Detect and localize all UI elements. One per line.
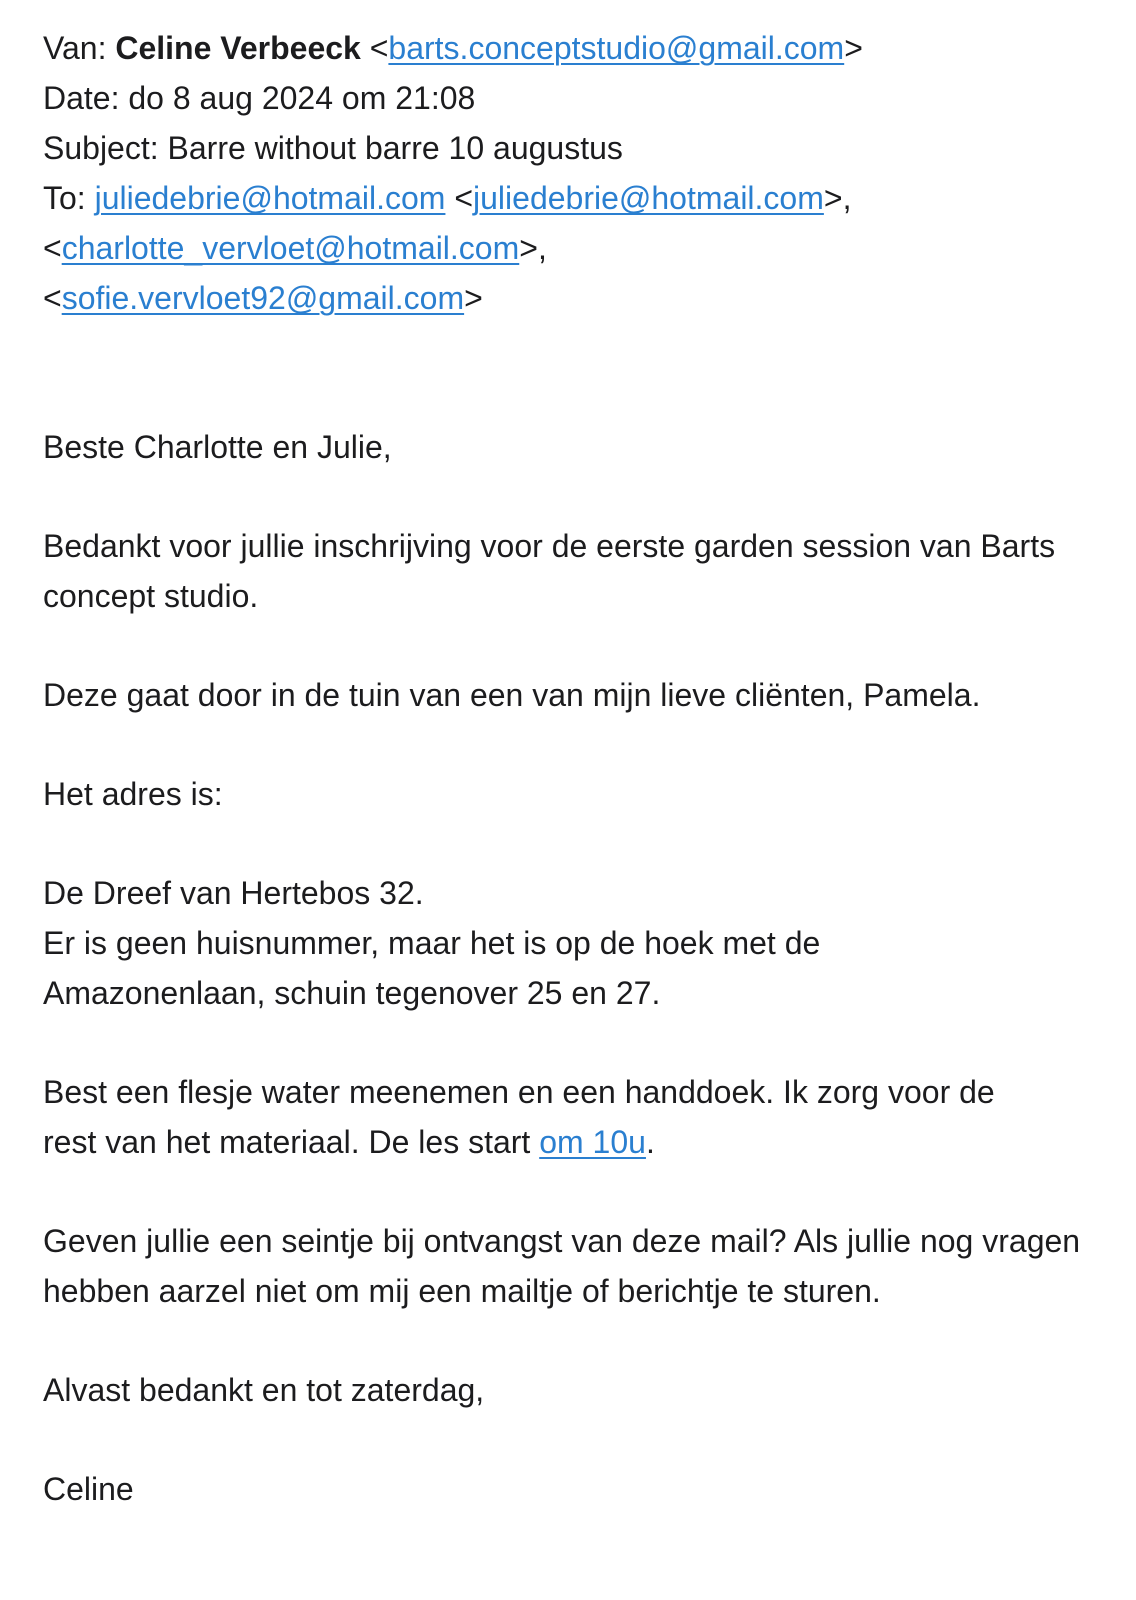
recipient-3-email-wrapper: <sofie.vervloet92@gmail.com> [43,280,483,316]
paragraph-location: Deze gaat door in de tuin van een van mijn lieve cliënten, Pamela. [43,677,981,713]
closing: Alvast bedankt en tot zaterdag, [43,1372,485,1408]
spacer [43,1018,1103,1067]
spacer [43,720,1103,769]
spacer [43,472,1103,521]
greeting: Beste Charlotte en Julie, [43,429,392,465]
date-label: Date: [43,80,120,116]
recipient-3-email-link[interactable]: sofie.vervloet92@gmail.com [61,280,465,316]
spacer [43,1415,1103,1464]
spacer [43,621,1103,670]
recipient-1-email-wrapper: <juliedebrie@hotmail.com>, [454,180,852,216]
subject-label: Subject: [43,130,159,166]
subject-line [43,123,1103,173]
recipient-1-name-link[interactable]: juliedebrie@hotmail.com [94,180,446,216]
date-value: do 8 aug 2024 om 21:08 [128,80,476,116]
bring-items-period: . [645,1124,655,1160]
address-details: Er is geen huisnummer, maar het is op de hoek met de Amazonenlaan, schuin tegenover 25 en 27. [43,925,821,1011]
address-street: De Dreef van Hertebos 32. [43,875,424,911]
spacer [43,1316,1103,1365]
bring-items-text: Best een flesje water meenemen en een handdoek. Ik zorg voor de rest van het materiaal. De les start [43,1074,995,1160]
to-line [43,173,1103,223]
to-line-3 [43,273,1103,323]
paragraph-confirmation: Geven jullie een seintje bij ontvangst van deze mail? Als jullie nog vragen hebben aarzel niet om mij een mailtje of berichtje te sturen. [43,1223,1081,1309]
spacer [43,1167,1103,1216]
sender-email-wrapper: <barts.conceptstudio@gmail.com> [369,30,863,66]
to-line-2 [43,223,1103,273]
recipient-2-email-link[interactable]: charlotte_vervloet@hotmail.com [61,230,520,266]
subject-value: Barre without barre 10 augustus [167,130,623,166]
signature: Celine [43,1471,134,1507]
paragraph-bring-items [43,1067,1053,1167]
time-link[interactable]: om 10u [539,1124,646,1160]
spacer [43,819,1103,868]
sender-name: Celine Verbeeck [115,30,361,66]
to-label: To: [43,180,86,216]
recipient-2-email-wrapper: <charlotte_vervloet@hotmail.com>, [43,230,547,266]
from-label: Van: [43,30,107,66]
header-body-spacer [43,323,1103,422]
paragraph-address-intro: Het adres is: [43,776,223,812]
from-line [43,23,1103,73]
sender-email-link[interactable]: barts.conceptstudio@gmail.com [388,30,845,66]
date-line [43,73,1103,123]
paragraph-registration: Bedankt voor jullie inschrijving voor de eerste garden session van Barts concept studio. [43,528,1056,614]
recipient-1-email-link[interactable]: juliedebrie@hotmail.com [473,180,824,216]
